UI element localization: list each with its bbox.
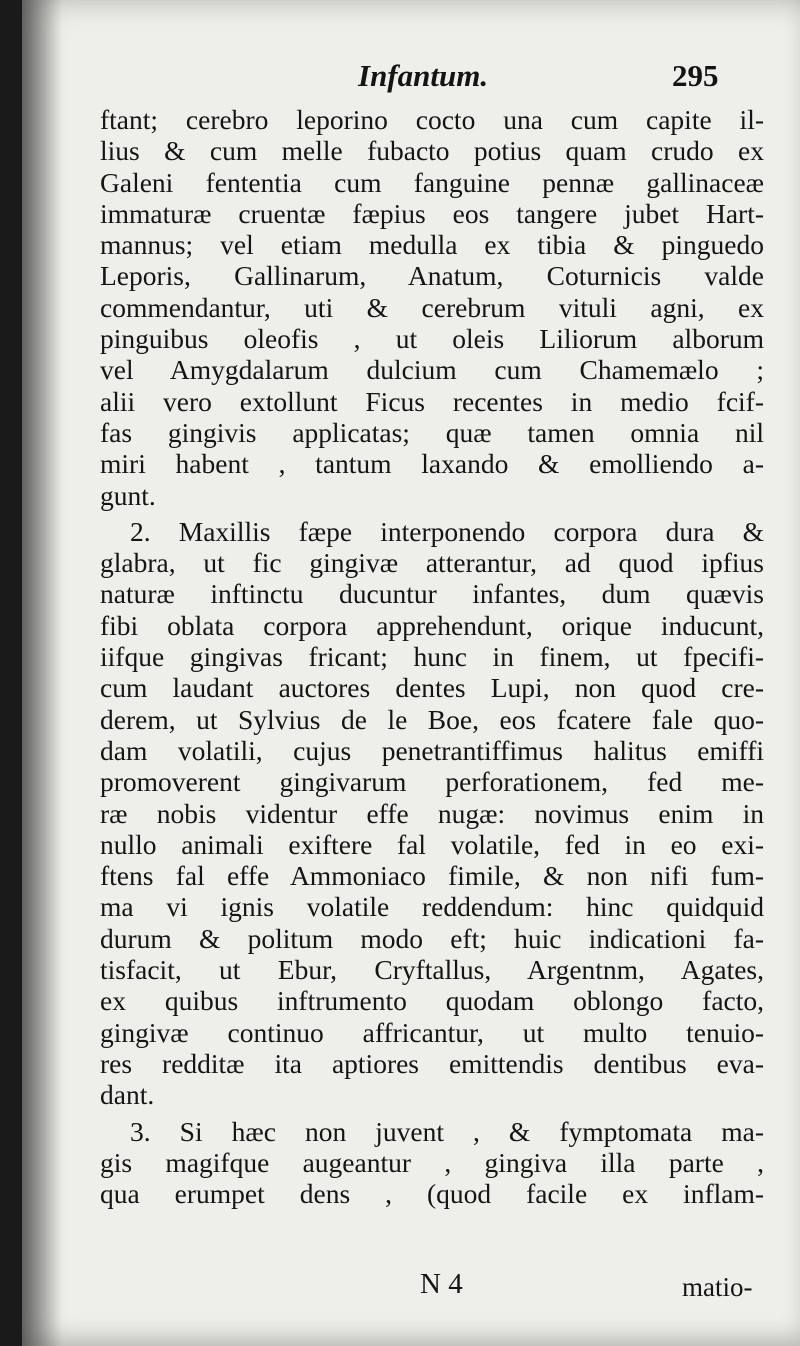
text-line: iifque gingivas fricant; hunc in finem, ut fpecifi-: [100, 641, 764, 673]
text-line: ma vi ignis volatile reddendum: hinc quidquid: [100, 891, 764, 923]
page-gutter-shadow: [22, 0, 62, 1346]
text-line: fas gingivis applicatas; quæ tamen omnia nil: [100, 416, 764, 448]
text-line: promoverent gingivarum perforationem, fed me-: [100, 766, 764, 798]
text-line: durum & politum modo eft; huic indicationi fa-: [100, 922, 764, 954]
text-line: cum laudant auctores dentes Lupi, non quod cre-: [100, 672, 764, 704]
text-line: gingivæ continuo affricantur, ut multo tenuio-: [100, 1016, 764, 1048]
text-line: Leporis, Gallinarum, Anatum, Coturnicis valde: [100, 260, 764, 292]
text-line: 3. Si hæc non juvent , & fymptomata ma-: [130, 1115, 764, 1147]
text-line: 2. Maxillis fæpe interponendo corpora dura &: [130, 515, 764, 547]
text-line: miri habent , tantum laxando & emolliendo a-: [100, 448, 764, 480]
text-line: derem, ut Sylvius de le Boe, eos fcatere fale quo-: [100, 703, 764, 735]
text-line: dant.: [100, 1079, 155, 1111]
running-head: [22, 58, 800, 102]
catchword: matio-: [682, 1272, 753, 1302]
text-line: glabra, ut fic gingivæ atterantur, ad quod ipfius: [100, 547, 764, 579]
running-head-title: Infantum.: [358, 58, 489, 93]
text-line: ex quibus inftrumento quodam oblongo facto,: [100, 985, 764, 1017]
text-line: vel Amygdalarum dulcium cum Chamemælo ;: [100, 354, 764, 386]
text-line: nullo animali exiftere fal volatile, fed in eo exi-: [100, 828, 764, 860]
text-line: Galeni fententia cum fanguine pennæ gallinaceæ: [100, 166, 764, 198]
text-line: naturæ inftinctu ducuntur infantes, dum quævis: [100, 578, 764, 610]
text-line: mannus; vel etiam medulla ex tibia & pinguedo: [100, 229, 764, 261]
text-line: ftens fal effe Ammoniaco fimile, & non nifi fum-: [100, 860, 764, 892]
text-line: tisfacit, ut Ebur, Cryftallus, Argentnm, Agates,: [100, 954, 764, 986]
text-line: fibi oblata corpora apprehendunt, orique inducunt,: [100, 609, 764, 641]
text-line: pinguibus oleofis , ut oleis Liliorum alborum: [100, 323, 764, 355]
text-line: alii vero extollunt Ficus recentes in medio fcif-: [100, 385, 764, 417]
text-line: commendantur, uti & cerebrum vituli agni, ex: [100, 291, 764, 323]
signature-mark: N 4: [420, 1268, 463, 1300]
text-line: res redditæ ita aptiores emittendis dentibus eva-: [100, 1047, 764, 1079]
text-line: dam volatili, cujus penetrantiffimus halitus emiffi: [100, 734, 764, 766]
text-line: ftant; cerebro leporino cocto una cum capite il-: [100, 104, 764, 135]
text-line: lius & cum melle fubacto potius quam crudo ex: [100, 135, 764, 167]
text-line: qua erumpet dens , (quod facile ex inflam-: [100, 1178, 764, 1210]
page-number: 295: [672, 58, 719, 93]
text-line: immaturæ cruentæ fæpius eos tangere jubet Hart-: [100, 197, 764, 229]
body-text: [100, 104, 764, 1209]
text-line: ræ nobis videntur effe nugæ: novimus enim in: [100, 797, 764, 829]
text-line: gunt.: [100, 479, 156, 511]
text-line: gis magifque augeantur , gingiva illa parte ,: [100, 1146, 764, 1178]
